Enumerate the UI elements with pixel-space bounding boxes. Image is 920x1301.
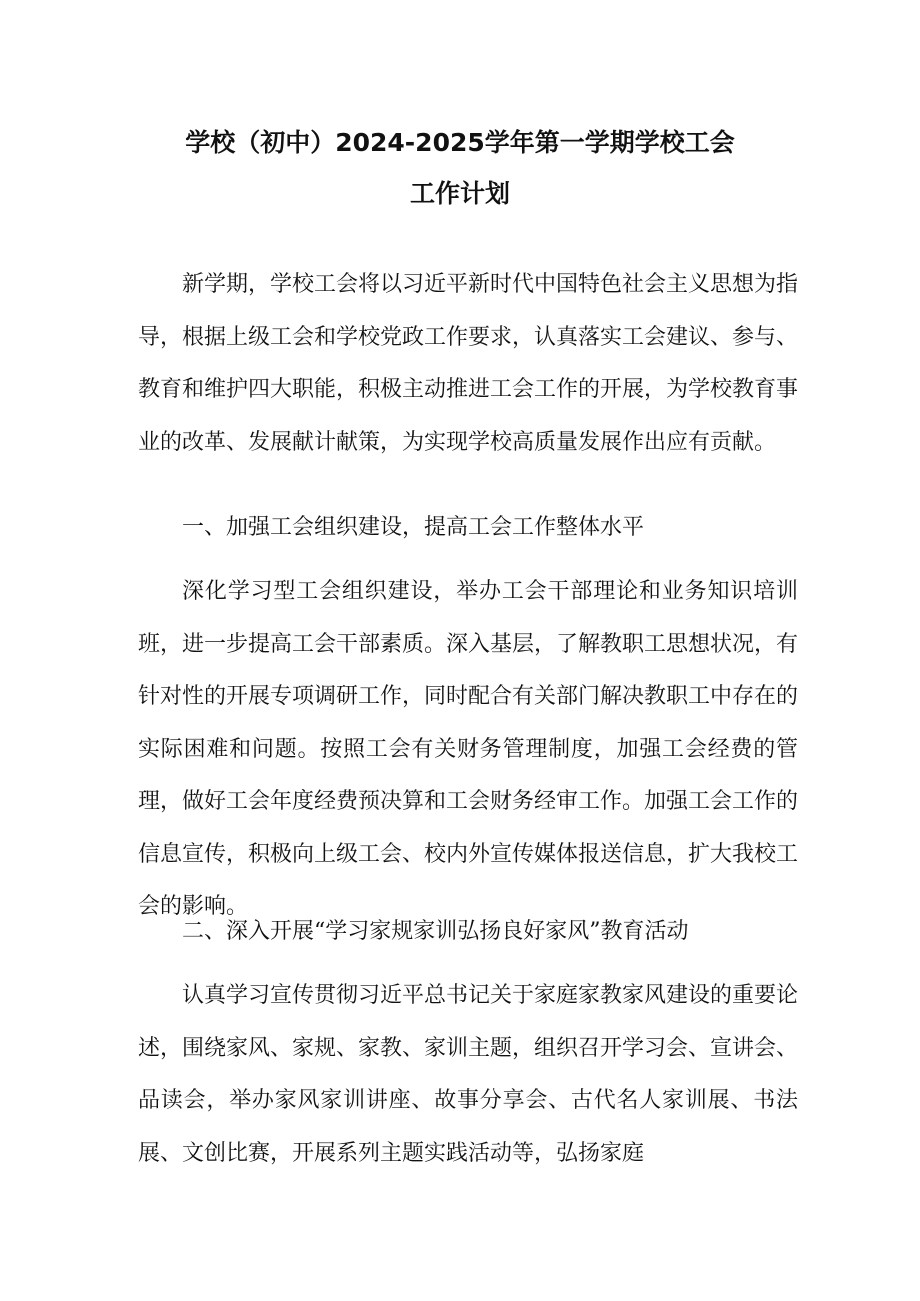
intro-paragraph: 新学期，学校工会将以习近平新时代中国特色社会主义思想为指导，根据上级工会和学校党政工作要求，认真落实工会建议、参与、教育和维护四大职能，积极主动推进工会工作的开展，为学校教育事业的改革、发展献计献策，为实现学校高质量发展作出应有贡献。 [138,272,799,455]
section-heading-2: 二、深入开展“学习家规家训弘扬良好家风”教育活动 [182,919,689,944]
document-title-line-1: 学校（初中）2024-2025学年第一学期学校工会 [185,128,735,157]
section-heading-1: 一、加强工会组织建设，提高工会工作整体水平 [182,515,645,540]
section-2-paragraph: 认真学习宣传贯彻习近平总书记关于家庭家教家风建设的重要论述，围绕家风、家规、家教、家训主题，组织召开学习会、宣讲会、品读会，举办家风家训讲座、故事分享会、古代名人家训展、书法展、文创比赛，开展系列主题实践活动等，弘扬家庭 [138,983,799,1166]
document-title-line-2: 工作计划 [409,179,510,208]
section-1-paragraph: 深化学习型工会组织建设，举办工会干部理论和业务知识培训班，进一步提高工会干部素质。深入基层，了解教职工思想状况，有针对性的开展专项调研工作，同时配合有关部门解决教职工中存在的实际困难和问题。按照工会有关财务管理制度，加强工会经费的管理，做好工会年度经费预决算和工会财务经审工作。加强工会工作的信息宣传，积极向上级工会、校内外宣传媒体报送信息，扩大我校工会的影响。 [138,579,799,919]
